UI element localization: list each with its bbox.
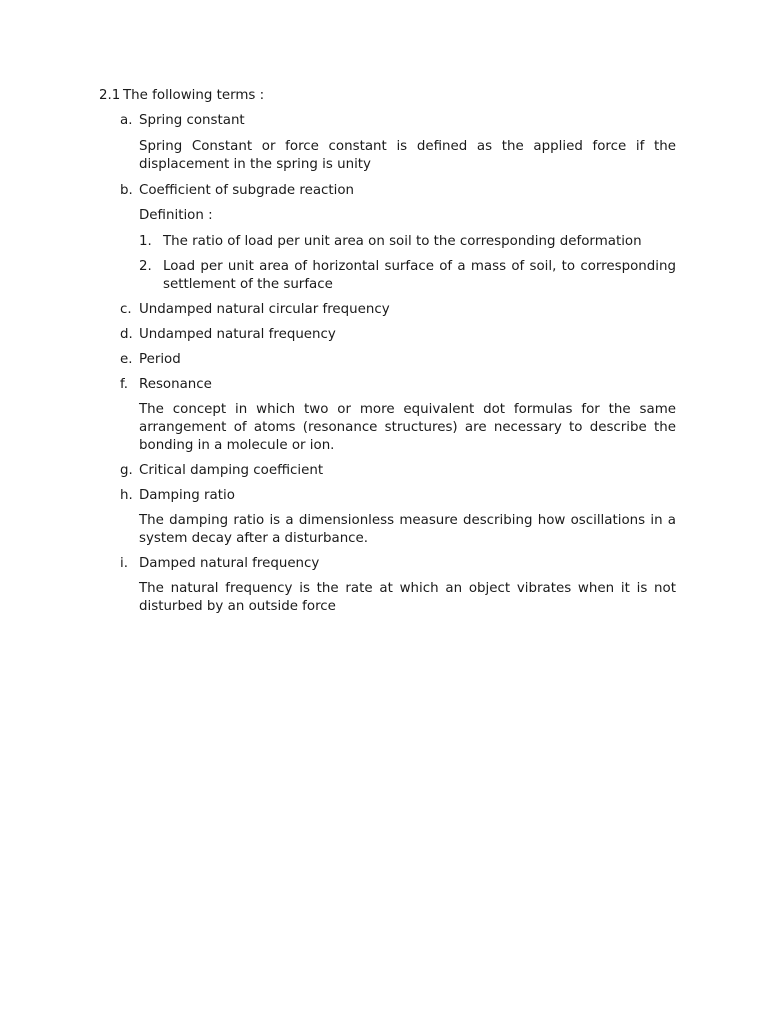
- term-item-critical-damping-coefficient: [120, 462, 676, 480]
- definition-item: [139, 233, 676, 251]
- definition-marker: 2.: [139, 259, 152, 274]
- term-item-undamped-circular-frequency: [120, 301, 676, 319]
- definition-label: Definition :: [139, 208, 213, 223]
- section-title: The following terms :: [123, 88, 265, 103]
- term-description: The natural frequency is the rate at which an object vibrates when it is not disturbed by an outside force: [139, 581, 676, 614]
- term-label: Damped natural frequency: [139, 556, 320, 571]
- term-label: Undamped natural frequency: [139, 327, 336, 342]
- definition-text: The ratio of load per unit area on soil to the corresponding deformation: [163, 234, 642, 249]
- term-description: The concept in which two or more equivalent dot formulas for the same arrangement of atoms (resonance structures) are necessary to describe the bonding in a molecule or ion.: [139, 402, 676, 453]
- term-description: Spring Constant or force constant is defined as the applied force if the displacement in the spring is unity: [139, 139, 676, 172]
- term-marker: a.: [120, 113, 133, 128]
- term-label: Coefficient of subgrade reaction: [139, 183, 355, 198]
- term-marker: e.: [120, 352, 133, 367]
- term-marker: g.: [120, 463, 133, 478]
- term-item-subgrade-reaction: [120, 182, 676, 200]
- term-marker: f.: [120, 377, 128, 392]
- term-label: Undamped natural circular frequency: [139, 302, 390, 317]
- term-item-period: [120, 351, 676, 369]
- term-label: Critical damping coefficient: [139, 463, 324, 478]
- term-description: The damping ratio is a dimensionless measure describing how oscillations in a system decay after a disturbance.: [139, 513, 676, 546]
- term-label: Spring constant: [139, 113, 245, 128]
- term-label: Period: [139, 352, 181, 367]
- section-heading: [99, 87, 264, 105]
- term-item-spring-constant: [120, 112, 676, 130]
- term-marker: d.: [120, 327, 133, 342]
- term-marker: c.: [120, 302, 132, 317]
- terms-list: [120, 112, 676, 616]
- term-item-damping-ratio: [120, 487, 676, 505]
- term-label: Resonance: [139, 377, 212, 392]
- definition-marker: 1.: [139, 234, 152, 249]
- term-marker: b.: [120, 183, 133, 198]
- term-marker: h.: [120, 488, 133, 503]
- section-number: 2.1: [99, 88, 121, 103]
- term-item-undamped-natural-frequency: [120, 326, 676, 344]
- term-label: Damping ratio: [139, 488, 235, 503]
- term-item-damped-natural-frequency: [120, 555, 676, 573]
- term-item-resonance: [120, 376, 676, 394]
- definition-text: Load per unit area of horizontal surface of a mass of soil, to corresponding settlement of the surface: [163, 259, 676, 292]
- definition-item: [139, 258, 676, 294]
- term-marker: i.: [120, 556, 128, 571]
